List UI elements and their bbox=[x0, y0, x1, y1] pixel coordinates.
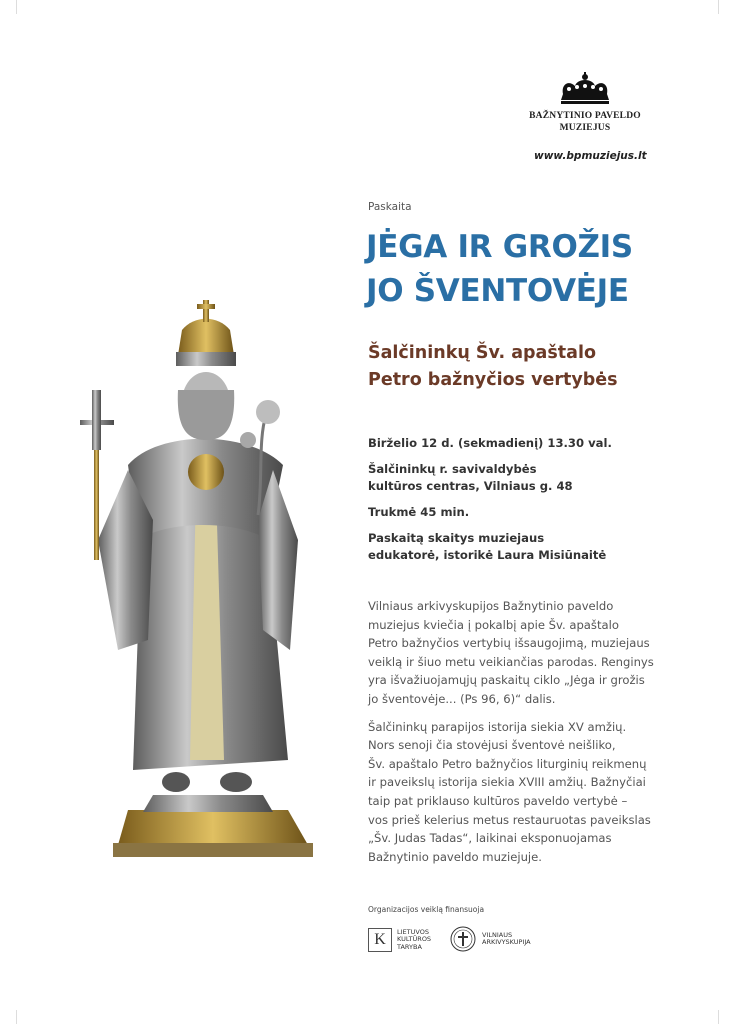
statue-image bbox=[58, 290, 338, 870]
event-kicker: Paskaita bbox=[368, 201, 412, 213]
sponsor-culture-council-logo bbox=[368, 928, 431, 952]
crop-mark-bottom-right bbox=[708, 1010, 719, 1024]
event-date: Birželio 12 d. (sekmadienį) 13.30 val. bbox=[368, 436, 612, 450]
crown-logo-icon bbox=[555, 72, 615, 106]
p2-line: Šv. apaštalo Petro bažnyčios liturginių reikmenų bbox=[368, 756, 647, 771]
museum-name-line2: MUZIEJUS bbox=[559, 123, 611, 133]
event-subtitle bbox=[368, 340, 618, 394]
crop-mark-top-right bbox=[708, 0, 719, 14]
archdiocese-seal-icon bbox=[450, 926, 476, 952]
p1-line: Petro bažnyčios vertybių išsaugojimą, muziejaus bbox=[368, 636, 650, 651]
p2-line: taip pat priklauso kultūros paveldo vertybė – bbox=[368, 793, 628, 808]
p2-line: Nors senoji čia stovėjusi šventovė neišliko, bbox=[368, 738, 616, 753]
museum-logo bbox=[520, 72, 650, 134]
subtitle-line2: Petro bažnyčios vertybės bbox=[368, 370, 618, 390]
sponsor1-line3: TARYBA bbox=[397, 942, 422, 951]
p2-line: vos prieš kelerius metus restauruotas paveikslas bbox=[368, 812, 651, 827]
event-title bbox=[366, 225, 633, 313]
crop-mark-bottom-left bbox=[16, 1010, 27, 1024]
sponsor2-line1: VILNIAUS bbox=[482, 930, 513, 939]
funding-label: Organizacijos veiklą finansuoja bbox=[368, 905, 485, 914]
p1-line: Vilniaus arkivyskupijos Bažnytinio paveldo bbox=[368, 599, 614, 613]
speaker-line1: Paskaitą skaitys muziejaus bbox=[368, 531, 545, 545]
event-speaker bbox=[368, 530, 612, 564]
sponsor1-line1: LIETUVOS bbox=[397, 927, 429, 936]
event-details bbox=[368, 435, 612, 573]
description-paragraph-2 bbox=[368, 718, 668, 867]
sponsor1-line2: KULTŪROS bbox=[397, 935, 432, 944]
p2-line: Bažnytinio paveldo muziejuje. bbox=[368, 849, 542, 864]
p1-line: veiklą ir šiuo metu veikiančias parodas. Renginys bbox=[368, 654, 654, 669]
p2-line: „Šv. Judas Tadas“, laikinai eksponuojamas bbox=[368, 831, 612, 846]
speaker-line2: edukatorė, istorikė Laura Misiūnaitė bbox=[368, 548, 607, 562]
event-description bbox=[368, 597, 668, 875]
museum-url[interactable]: www.bpmuziejus.lt bbox=[534, 150, 647, 162]
description-paragraph-1 bbox=[368, 597, 668, 709]
title-line1: JĖGA IR GROŽIS bbox=[366, 229, 633, 265]
venue-line1: Šalčininkų r. savivaldybės bbox=[368, 462, 537, 476]
crop-mark-top-left bbox=[16, 0, 27, 14]
event-venue bbox=[368, 461, 612, 495]
k-letter-icon: K bbox=[368, 928, 392, 952]
p2-line: Šalčininkų parapijos istorija siekia XV amžių. bbox=[368, 719, 627, 734]
sponsor2-line2: ARKIVYSKUPIJA bbox=[482, 938, 531, 946]
subtitle-line1: Šalčininkų Šv. apaštalo bbox=[368, 343, 596, 363]
sponsor-archdiocese-logo bbox=[450, 926, 531, 952]
p1-line: jo šventovėje... (Ps 96, 6)“ dalis. bbox=[368, 691, 556, 706]
p1-line: muziejus kviečia į pokalbį apie Šv. apaštalo bbox=[368, 617, 619, 632]
venue-line2: kultūros centras, Vilniaus g. 48 bbox=[368, 479, 573, 493]
event-duration: Trukmė 45 min. bbox=[368, 505, 470, 519]
title-line2: JO ŠVENTOVĖJE bbox=[366, 273, 629, 309]
p2-line: ir paveikslų istorija siekia XVIII amžių. Bažnyčiai bbox=[368, 775, 646, 790]
p1-line: yra išvažiuojamųjų paskaitų ciklo „Jėga ir grožis bbox=[368, 673, 645, 688]
museum-name-line1: BAŽNYTINIO PAVELDO bbox=[529, 111, 641, 121]
